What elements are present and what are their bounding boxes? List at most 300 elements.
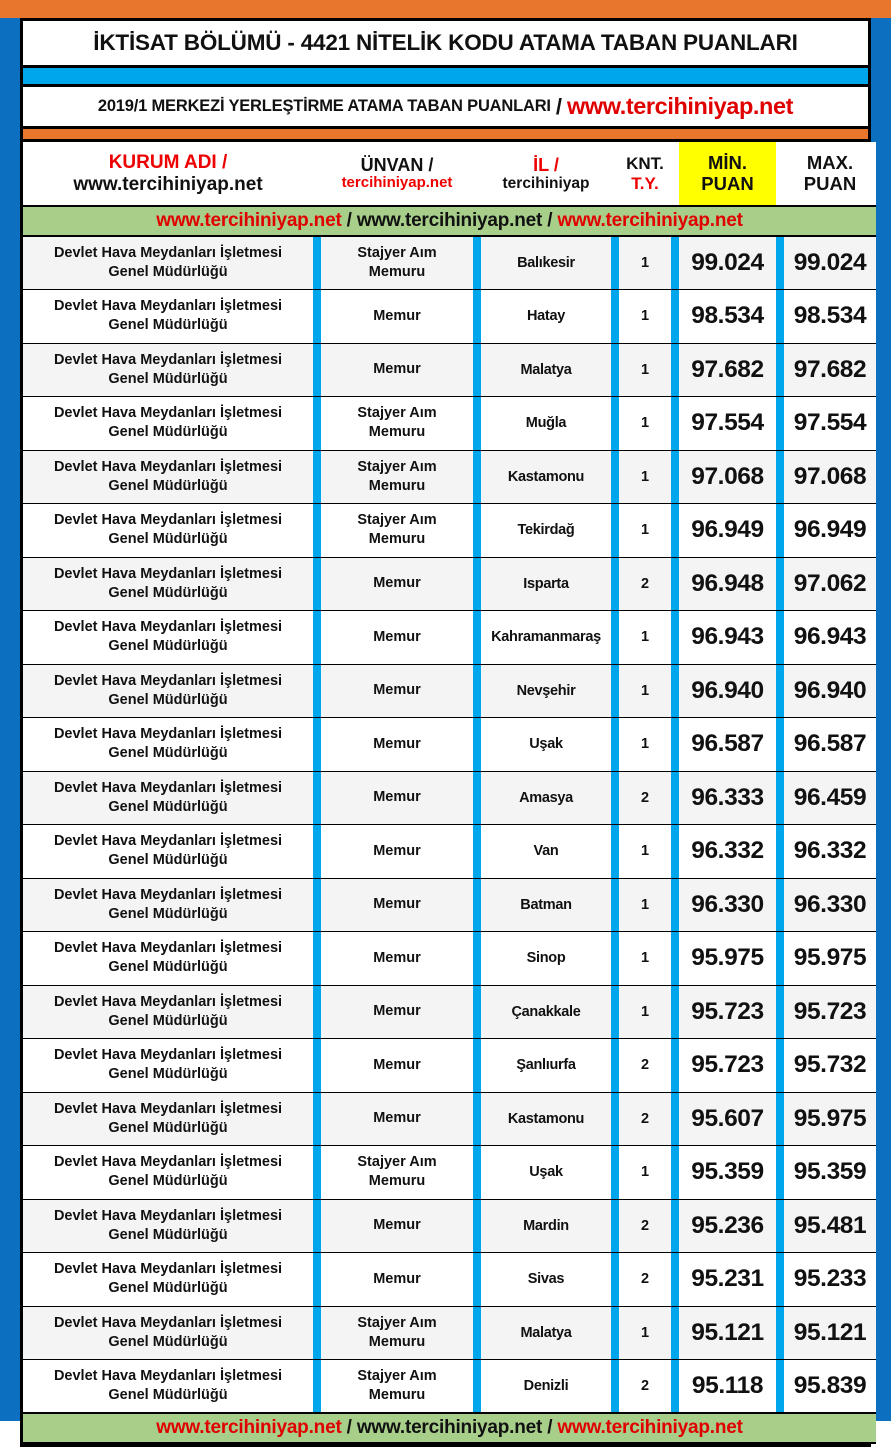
cyan-divider-strip (20, 68, 871, 87)
column-separator (671, 1146, 679, 1200)
unvan-line1: Memur (373, 1270, 421, 1287)
kurum-line2: Genel Müdürlüğü (108, 1226, 228, 1243)
column-header-max-line1: MAX. (806, 151, 854, 173)
max-puan-text: 98.534 (793, 302, 867, 330)
column-separator (671, 1360, 679, 1414)
cell-min-puan (679, 290, 776, 344)
max-puan-text: 96.940 (793, 676, 867, 704)
cell-il (481, 878, 611, 932)
cell-max-puan (784, 878, 876, 932)
cell-max-puan (784, 611, 876, 665)
cell-kontenjan (619, 771, 671, 825)
il-text: Uşak (529, 736, 563, 753)
column-separator (313, 1039, 321, 1093)
unvan-line1: Memur (373, 575, 421, 592)
cell-min-puan (679, 932, 776, 986)
cell-kurum-adi (23, 397, 313, 451)
promo-banner-top-text (156, 210, 743, 231)
column-separator (776, 557, 784, 611)
cell-il (481, 664, 611, 718)
unvan-line1: Memur (373, 735, 421, 752)
max-puan-text: 95.975 (793, 1104, 867, 1132)
cell-kontenjan (619, 1146, 671, 1200)
column-separator (611, 825, 619, 879)
unvan-line1: Memur (373, 361, 421, 378)
cell-min-puan (679, 450, 776, 504)
column-separator (671, 664, 679, 718)
cell-unvan (321, 985, 473, 1039)
cell-max-puan (784, 1253, 876, 1307)
column-separator (611, 932, 619, 986)
cell-max-puan (784, 450, 876, 504)
column-separator (611, 504, 619, 558)
column-separator (776, 664, 784, 718)
table-row (23, 1253, 876, 1307)
promo-part-2[interactable]: www.tercihiniyap.net (356, 1417, 543, 1438)
cell-kurum-adi (23, 664, 313, 718)
column-separator (671, 771, 679, 825)
column-separator (611, 771, 619, 825)
column-separator (473, 397, 481, 451)
column-separator (313, 343, 321, 397)
min-puan-text: 95.118 (691, 1372, 764, 1399)
cell-kontenjan (619, 878, 671, 932)
cell-kontenjan (619, 718, 671, 772)
kurum-line1: Devlet Hava Meydanları İşletmesi (53, 779, 283, 796)
min-puan-text: 99.024 (691, 249, 764, 276)
il-text: Nevşehir (516, 682, 576, 699)
table-row (23, 1092, 876, 1146)
cell-kurum-adi (23, 236, 313, 290)
column-separator (611, 290, 619, 344)
column-separator (473, 985, 481, 1039)
column-header-kurum-adi (23, 142, 313, 206)
unvan-line2: Memuru (368, 1387, 426, 1403)
cell-min-puan (679, 611, 776, 665)
cell-max-puan (784, 718, 876, 772)
kurum-line2: Genel Müdürlüğü (108, 424, 228, 441)
kurum-line1: Devlet Hava Meydanları İşletmesi (53, 298, 283, 315)
content-column (20, 18, 871, 1438)
promo-part-1[interactable]: www.tercihiniyap.net (156, 210, 342, 231)
frame-top-orange-strip (0, 0, 891, 18)
promo-sep-2: / (542, 210, 558, 231)
promo-sep-1: / (341, 210, 357, 231)
cell-kurum-adi (23, 985, 313, 1039)
kurum-line1: Devlet Hava Meydanları İşletmesi (53, 1207, 283, 1224)
column-separator (473, 142, 481, 206)
cell-il (481, 1146, 611, 1200)
promo-part-3[interactable]: www.tercihiniyap.net (557, 210, 743, 231)
column-separator (671, 236, 679, 290)
scores-table (23, 142, 876, 1444)
cell-kurum-adi (23, 1039, 313, 1093)
column-separator (473, 450, 481, 504)
table-row (23, 1360, 876, 1414)
column-separator (473, 236, 481, 290)
knt-text: 2 (640, 1378, 650, 1394)
column-separator (671, 611, 679, 665)
il-text: Kastamonu (507, 468, 585, 485)
table-row (23, 236, 876, 290)
il-text: Isparta (523, 575, 569, 592)
column-header-kontenjan (619, 142, 671, 206)
column-header-unvan (321, 142, 473, 206)
cell-max-puan (784, 664, 876, 718)
unvan-line1: Memur (373, 1217, 421, 1234)
cell-kontenjan (619, 1306, 671, 1360)
cell-kurum-adi (23, 290, 313, 344)
il-text: Kahramanmaraş (491, 629, 601, 646)
cell-il (481, 771, 611, 825)
min-puan-text: 95.236 (691, 1211, 764, 1239)
knt-text: 1 (640, 361, 650, 378)
min-puan-text: 95.723 (691, 997, 764, 1025)
subtitle-website-link[interactable]: www.tercihiniyap.net (566, 93, 794, 119)
column-separator (313, 1360, 321, 1414)
cell-kurum-adi (23, 771, 313, 825)
cell-kontenjan (619, 1253, 671, 1307)
column-separator (473, 1092, 481, 1146)
table-body (23, 236, 876, 1413)
min-puan-text: 95.359 (691, 1158, 764, 1186)
cell-min-puan (679, 664, 776, 718)
column-separator (313, 664, 321, 718)
cell-il (481, 557, 611, 611)
column-separator (611, 1360, 619, 1414)
unvan-line1: Stajyer Aım (357, 1367, 437, 1384)
cell-il (481, 1253, 611, 1307)
table-row (23, 397, 876, 451)
column-separator (313, 1199, 321, 1253)
kurum-line1: Devlet Hava Meydanları İşletmesi (53, 512, 283, 529)
cell-unvan (321, 557, 473, 611)
knt-text: 1 (640, 255, 650, 271)
cell-il (481, 825, 611, 879)
unvan-line1: Memur (373, 628, 421, 645)
column-separator (473, 343, 481, 397)
column-separator (776, 985, 784, 1039)
column-header-unvan-line1: ÜNVAN / (360, 155, 434, 176)
il-text: Malatya (520, 1324, 572, 1341)
cell-kurum-adi (23, 611, 313, 665)
kurum-line1: Devlet Hava Meydanları İşletmesi (53, 1367, 283, 1384)
cell-min-puan (679, 1253, 776, 1307)
column-separator (776, 1306, 784, 1360)
min-puan-text: 96.940 (691, 676, 764, 704)
column-separator (313, 142, 321, 206)
column-separator (776, 1092, 784, 1146)
column-separator (671, 985, 679, 1039)
promo-part-3[interactable]: www.tercihiniyap.net (557, 1417, 743, 1438)
min-puan-text: 96.943 (691, 623, 764, 651)
column-separator (313, 504, 321, 558)
column-separator (611, 450, 619, 504)
kurum-line1: Devlet Hava Meydanları İşletmesi (53, 565, 283, 582)
cell-unvan (321, 450, 473, 504)
cell-min-puan (679, 718, 776, 772)
max-puan-text: 96.459 (793, 783, 867, 811)
kurum-line1: Devlet Hava Meydanları İşletmesi (53, 351, 283, 368)
cell-kontenjan (619, 664, 671, 718)
knt-text: 1 (640, 843, 650, 860)
unvan-line1: Memur (373, 789, 421, 806)
cell-il (481, 1039, 611, 1093)
table-row (23, 290, 876, 344)
cell-kontenjan (619, 1360, 671, 1414)
subtitle-text: 2019/1 MERKEZİ YERLEŞTİRME ATAMA TABAN PUANLARI (97, 97, 551, 115)
cell-kontenjan (619, 1092, 671, 1146)
kurum-line1: Devlet Hava Meydanları İşletmesi (53, 726, 283, 743)
min-puan-text: 97.068 (691, 462, 764, 490)
min-puan-text: 95.975 (691, 944, 764, 972)
cell-kontenjan (619, 611, 671, 665)
unvan-line1: Stajyer Aım (357, 405, 437, 422)
column-separator (671, 1092, 679, 1146)
column-separator (671, 557, 679, 611)
column-separator (611, 611, 619, 665)
cell-kurum-adi (23, 1253, 313, 1307)
cell-min-puan (679, 1039, 776, 1093)
column-separator (611, 718, 619, 772)
column-separator (473, 771, 481, 825)
unvan-line1: Stajyer Aım (357, 1154, 437, 1171)
column-separator (671, 397, 679, 451)
subtitle-bar (20, 87, 871, 129)
table-row (23, 611, 876, 665)
column-separator (776, 825, 784, 879)
column-header-min-puan (679, 142, 776, 206)
column-separator (776, 718, 784, 772)
column-separator (611, 878, 619, 932)
column-header-kurum-line2: www.tercihiniyap.net (73, 173, 263, 195)
column-separator (671, 343, 679, 397)
max-puan-text: 96.943 (793, 623, 867, 651)
table-row (23, 825, 876, 879)
max-puan-text: 95.975 (793, 944, 867, 972)
knt-text: 1 (640, 682, 650, 699)
cell-min-puan (679, 985, 776, 1039)
cell-kontenjan (619, 450, 671, 504)
cell-unvan (321, 1253, 473, 1307)
column-separator (473, 664, 481, 718)
cell-unvan (321, 932, 473, 986)
cell-max-puan (784, 932, 876, 986)
knt-text: 2 (640, 1217, 650, 1234)
cell-kontenjan (619, 985, 671, 1039)
unvan-line2: Memuru (368, 424, 426, 441)
cell-unvan (321, 290, 473, 344)
max-puan-text: 96.332 (793, 837, 867, 865)
promo-part-2[interactable]: www.tercihiniyap.net (356, 210, 543, 231)
column-separator (611, 1092, 619, 1146)
column-separator (313, 450, 321, 504)
kurum-line1: Devlet Hava Meydanları İşletmesi (53, 1100, 283, 1117)
cell-max-puan (784, 557, 876, 611)
column-separator (776, 236, 784, 290)
promo-banner-bottom-text (156, 1417, 743, 1438)
cell-min-puan (679, 236, 776, 290)
knt-text: 1 (640, 415, 650, 432)
kurum-line1: Devlet Hava Meydanları İşletmesi (53, 1047, 283, 1064)
min-puan-text: 96.949 (691, 516, 764, 544)
column-separator (671, 825, 679, 879)
cell-kurum-adi (23, 932, 313, 986)
table-row (23, 343, 876, 397)
cell-unvan (321, 1146, 473, 1200)
column-header-il (481, 142, 611, 206)
knt-text: 1 (640, 1324, 650, 1341)
cell-min-puan (679, 771, 776, 825)
kurum-line2: Genel Müdürlüğü (108, 959, 228, 976)
cell-max-puan (784, 236, 876, 290)
cell-max-puan (784, 1199, 876, 1253)
max-puan-text: 95.359 (793, 1158, 867, 1186)
cell-kurum-adi (23, 450, 313, 504)
unvan-line1: Memur (373, 1003, 421, 1020)
column-separator (313, 932, 321, 986)
column-separator (776, 397, 784, 451)
max-puan-text: 95.723 (793, 997, 867, 1025)
unvan-line1: Memur (373, 682, 421, 699)
cell-kontenjan (619, 825, 671, 879)
unvan-line1: Memur (373, 949, 421, 966)
cell-max-puan (784, 985, 876, 1039)
min-puan-text: 95.231 (691, 1265, 764, 1293)
column-separator (473, 1306, 481, 1360)
max-puan-text: 99.024 (793, 249, 867, 276)
cell-il (481, 1360, 611, 1414)
max-puan-text: 95.121 (793, 1318, 867, 1346)
cell-unvan (321, 504, 473, 558)
il-text: Van (533, 843, 559, 860)
min-puan-text: 96.330 (691, 890, 764, 918)
knt-text: 2 (640, 575, 650, 592)
kurum-line2: Genel Müdürlüğü (108, 264, 228, 280)
column-separator (776, 878, 784, 932)
page-title-text: İKTİSAT BÖLÜMÜ - 4421 NİTELİK KODU ATAMA TABAN PUANLARI (93, 30, 798, 55)
frame-left-blue-bar (0, 18, 20, 1421)
page-title (20, 18, 871, 68)
il-text: Şanlıurfa (516, 1057, 576, 1074)
column-separator (776, 504, 784, 558)
promo-sep-2: / (542, 1417, 558, 1438)
column-separator (611, 1306, 619, 1360)
unvan-line2: Memuru (368, 1173, 426, 1190)
max-puan-text: 96.949 (793, 516, 867, 544)
unvan-line1: Memur (373, 1110, 421, 1127)
column-separator (671, 932, 679, 986)
cell-min-puan (679, 343, 776, 397)
cell-max-puan (784, 1360, 876, 1414)
cell-unvan (321, 718, 473, 772)
max-puan-text: 96.330 (793, 890, 867, 918)
table-row (23, 664, 876, 718)
column-separator (313, 236, 321, 290)
column-separator (313, 825, 321, 879)
cell-min-puan (679, 557, 776, 611)
max-puan-text: 97.068 (793, 462, 867, 490)
kurum-line2: Genel Müdürlüğü (108, 1333, 228, 1350)
kurum-line2: Genel Müdürlüğü (108, 584, 228, 601)
column-separator (473, 1360, 481, 1414)
unvan-line1: Stajyer Aım (357, 1314, 437, 1331)
kurum-line1: Devlet Hava Meydanları İşletmesi (53, 405, 283, 422)
cell-kurum-adi (23, 1360, 313, 1414)
cell-min-puan (679, 878, 776, 932)
cell-unvan (321, 878, 473, 932)
column-separator (671, 142, 679, 206)
column-separator (611, 664, 619, 718)
kurum-line2: Genel Müdürlüğü (108, 638, 228, 655)
table-row (23, 1039, 876, 1093)
column-separator (473, 1146, 481, 1200)
cell-unvan (321, 1092, 473, 1146)
column-separator (776, 290, 784, 344)
knt-text: 1 (640, 896, 650, 913)
cell-kontenjan (619, 1039, 671, 1093)
column-header-min-line2: PUAN (701, 172, 754, 194)
column-separator (473, 290, 481, 344)
unvan-line1: Memur (373, 1056, 421, 1073)
column-header-max-puan (784, 142, 876, 206)
cell-min-puan (679, 1199, 776, 1253)
il-text: Mardin (523, 1217, 569, 1234)
min-puan-text: 96.587 (691, 730, 764, 758)
column-header-knt-line1: KNT. (626, 154, 664, 174)
column-separator (671, 450, 679, 504)
promo-banner-top (23, 206, 876, 236)
unvan-line1: Memur (373, 896, 421, 913)
cell-il (481, 236, 611, 290)
table-row (23, 878, 876, 932)
cell-min-puan (679, 504, 776, 558)
cell-max-puan (784, 397, 876, 451)
cell-min-puan (679, 1306, 776, 1360)
cell-max-puan (784, 1306, 876, 1360)
cell-kontenjan (619, 290, 671, 344)
column-header-max-line2: PUAN (803, 172, 857, 194)
cell-min-puan (679, 1146, 776, 1200)
column-header-knt-line2: T.Y. (631, 173, 659, 193)
cell-kontenjan (619, 557, 671, 611)
promo-banner-bottom (23, 1413, 876, 1443)
cell-unvan (321, 236, 473, 290)
column-separator (611, 1039, 619, 1093)
column-separator (611, 397, 619, 451)
column-separator (611, 985, 619, 1039)
kurum-line1: Devlet Hava Meydanları İşletmesi (53, 1154, 283, 1171)
kurum-line1: Devlet Hava Meydanları İşletmesi (53, 833, 283, 850)
cell-max-puan (784, 504, 876, 558)
subtitle-separator: / (555, 93, 562, 119)
table-row (23, 504, 876, 558)
kurum-line1: Devlet Hava Meydanları İşletmesi (53, 619, 283, 636)
knt-text: 1 (640, 629, 650, 646)
column-separator (776, 771, 784, 825)
il-text: Sinop (526, 950, 566, 967)
column-separator (313, 611, 321, 665)
kurum-line2: Genel Müdürlüğü (108, 798, 228, 815)
il-text: Denizli (523, 1378, 569, 1394)
unvan-line2: Memuru (368, 1333, 426, 1350)
promo-part-1[interactable]: www.tercihiniyap.net (156, 1417, 342, 1438)
min-puan-text: 96.333 (691, 783, 764, 811)
kurum-line2: Genel Müdürlüğü (108, 1119, 228, 1136)
table-row (23, 1146, 876, 1200)
table-row (23, 1306, 876, 1360)
table-row (23, 771, 876, 825)
